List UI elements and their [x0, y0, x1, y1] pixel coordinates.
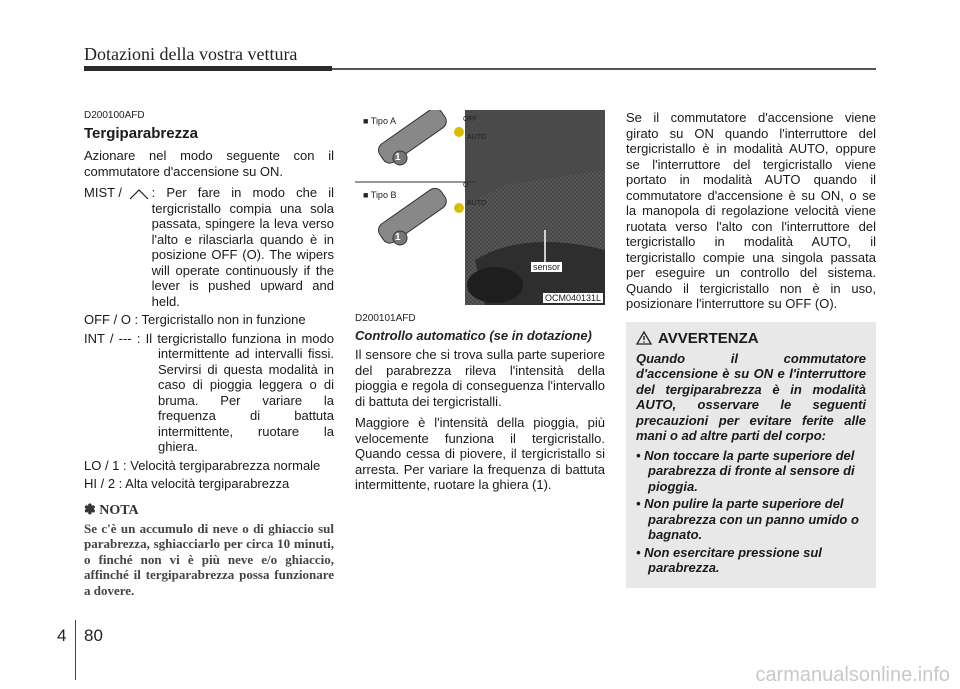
- auto-label-a: AUTO: [467, 134, 487, 141]
- page-divider: [75, 620, 76, 680]
- warning-triangle-icon: [636, 331, 652, 345]
- auto-label-b: AUTO: [467, 200, 487, 207]
- warning-body: Quando il commutatore d'accensione è su ON e l'interruttore del tergiparabrezza è in modalità AUTO, osservare le seguenti precauzioni per evitare ferite alle mani o ad altre parti del corpo:: [636, 350, 866, 443]
- nota-title: ✽ NOTA: [84, 502, 139, 518]
- hi-term: HI / 2 : Alta velocità tergiparabrezza: [84, 476, 290, 491]
- column-auto-control: [355, 110, 605, 499]
- auto-mode-text: Se il commutatore d'accensione viene girato su ON quando l'interruttore del tergicristallo è in modalità AUTO, oppure se l'interruttore del tergicristallo viene portato in modalità AUTO quando il commutatore d'accensione è su ON, o se la manopola di regolazione velocità viene ruotata verso l'alto con l'interruttore del tergicristallo in modalità AUTO, il tergicristallo compie una singola passata per eseguire un controllo del sistema. Quando il tergicristallo non è in uso, posizionare l'interruttore su OFF (O).: [626, 110, 876, 311]
- int-term: INT / --- : Il tergicristallo funziona in modo intermittente ad intervalli fissi. Servirsi di questa modalità in caso di pioggia leggera o di bruma. Per variare la frequenza di battuta intermittente, ruotare la ghiera.: [84, 330, 334, 454]
- header-rule-light: [332, 68, 876, 70]
- section-code: D200100AFD: [84, 110, 145, 121]
- watermark: carmanualsonline.info: [755, 664, 950, 686]
- mist-label: MIST /: [84, 185, 152, 309]
- chapter-number: 4: [57, 626, 67, 645]
- callout-1-a: 1: [395, 152, 401, 163]
- callout-1-b: 1: [395, 232, 401, 243]
- off-label: OFF: [463, 116, 477, 123]
- o-label: O: [463, 182, 469, 189]
- off-term: OFF / O : Tergicristallo non in funzione: [84, 312, 306, 327]
- header-rule-dark: [84, 66, 332, 71]
- warning-item: • Non toccare la parte superiore del parabrezza di fronte al sensore di pioggia.: [636, 447, 855, 494]
- mist-desc: : Per fare in modo che il tergicristallo compia una sola passata, spingere la leva verso l'alto e rilasciarla quando è in posizione OFF (O). The wipers will operate continuously if the lever is pushed upward and held.: [151, 185, 334, 309]
- intro-text: Azionare nel modo seguente con il commutatore d'accensione su ON.: [84, 148, 334, 179]
- auto-control-p2: Maggiore è l'intensità della pioggia, più velocemente funziona il tergicristallo. Quando cessa di piovere, il tergicristallo si arresta. Per variare la frequenza di battuta intermittente, ruotare la ghiera (1).: [355, 415, 605, 492]
- warning-item: • Non esercitare pressione sul parabrezza.: [636, 544, 822, 575]
- column-wipers: [84, 110, 334, 598]
- tipo-b-label: ■ Tipo B: [363, 190, 397, 200]
- mist-term: [84, 185, 334, 309]
- auto-control-p1: Il sensore che si trova sulla parte superiore del parabrezza rileva l'intensità della pioggia e regola di conseguenza l'intervallo di battuta dei tergicristalli.: [355, 347, 605, 409]
- figure-code: OCM040131L: [544, 293, 601, 303]
- mist-chevron-icon: [128, 188, 150, 200]
- warning-title: AVVERTENZA: [658, 329, 759, 347]
- page-header-title: Dotazioni della vostra vettura: [84, 44, 298, 64]
- sensor-label: sensor: [533, 262, 561, 272]
- nota-body: Se c'è un accumulo di neve o di ghiaccio sul parabrezza, sghiacciarlo per circa 10 minuti, o finché non vi è più neve e/o ghiaccio, affinché il tergiparabrezza possa funzionare a dovere.: [84, 520, 334, 598]
- warning-list: [636, 448, 866, 576]
- warning-heading: [636, 330, 866, 347]
- lo-term: LO / 1 : Velocità tergiparabrezza normale: [84, 457, 321, 473]
- warning-box: [626, 322, 876, 588]
- section-code-2: D200101AFD: [355, 313, 416, 324]
- tipo-a-label: ■ Tipo A: [363, 116, 396, 126]
- wiper-figure: [355, 110, 605, 305]
- page-number: 80: [84, 626, 103, 645]
- auto-control-title: Controllo automatico (se in dotazione): [355, 328, 592, 343]
- column-warning: [626, 110, 876, 588]
- warning-item: • Non pulire la parte superiore del parabrezza con un panno umido o bagnato.: [636, 496, 859, 542]
- section-title: Tergiparabrezza: [84, 125, 198, 142]
